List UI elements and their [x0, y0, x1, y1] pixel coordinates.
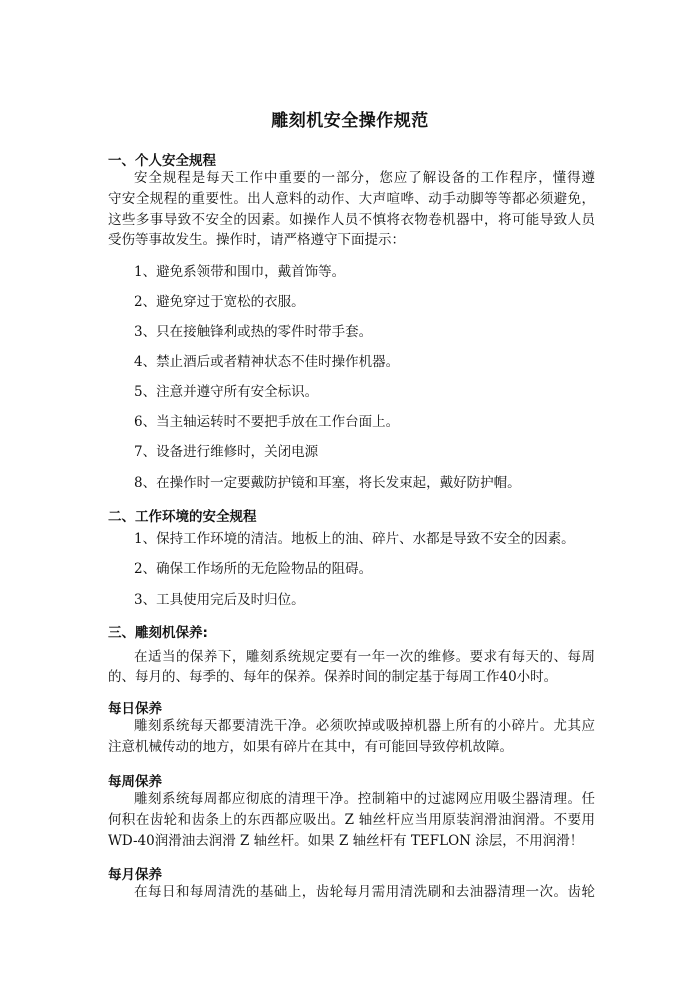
list-item: 1、避免系领带和围巾，戴首饰等。 [134, 264, 346, 280]
subheading-monthly-maintenance: 每月保养 [108, 867, 162, 883]
document-title: 雕刻机安全操作规范 [271, 111, 429, 131]
paragraph-line: 的、每月的、每季的、每年的保养。保养时间的制定基于每周工作40小时。 [108, 669, 558, 685]
paragraph-line: 在每日和每周清洗的基础上，齿轮每月需用清洗刷和去油器清理一次。齿轮 [134, 884, 595, 900]
list-item: 3、只在接触锋利或热的零件时带手套。 [134, 324, 373, 340]
paragraph-line: 注意机械传动的地方，如果有碎片在其中，有可能回导致停机故障。 [108, 739, 513, 755]
paragraph-line: 安全规程是每天工作中重要的一部分，您应了解设备的工作程序，懂得遵 [134, 170, 595, 186]
list-item: 6、当主轴运转时不要把手放在工作台面上。 [134, 414, 400, 430]
list-item: 8、在操作时一定要戴防护镜和耳塞，将长发束起，戴好防护帽。 [134, 475, 521, 491]
list-item: 5、注意并遵守所有安全标识。 [134, 384, 319, 400]
paragraph-line: 何积在齿轮和齿条上的东西都应吸出。Z 轴丝杆应当用原装润滑油润滑。不要用 [108, 812, 595, 828]
paragraph-line: WD-40润滑油去润滑 Z 轴丝杆。如果 Z 轴丝杆有 TEFLON 涂层，不用润滑！ [108, 833, 584, 849]
paragraph-line: 受伤等事故发生。操作时，请严格遵守下面提示： [108, 232, 405, 248]
paragraph-line: 雕刻系统每周都应彻底的清理干净。控制箱中的过滤网应用吸尘器清理。任 [134, 791, 595, 807]
list-item: 4、禁止酒后或者精神状态不佳时操作机器。 [134, 354, 400, 370]
paragraph-line: 这些多事导致不安全的因素。如操作人员不慎将衣物卷机器中，将可能导致人员 [108, 212, 595, 228]
paragraph-line: 在适当的保养下，雕刻系统规定要有一年一次的维修。要求有每天的、每周 [134, 649, 595, 665]
paragraph-line: 雕刻系统每天都要清洗干净。必须吹掉或吸掉机器上所有的小碎片。尤其应 [134, 718, 595, 734]
list-item: 3、工具使用完后及时归位。 [134, 592, 305, 608]
list-item: 7、设备进行维修时，关闭电源 [134, 444, 319, 460]
paragraph-line: 守安全规程的重要性。出人意料的动作、大声喧哗、动手动脚等等都必须避免， [108, 191, 595, 207]
subheading-weekly-maintenance: 每周保养 [108, 774, 162, 790]
list-item: 2、避免穿过于宽松的衣服。 [134, 294, 305, 310]
section-heading-maintenance: 三、雕刻机保养: [108, 625, 208, 641]
section-heading-personal-safety: 一、个人安全规程 [108, 153, 216, 169]
list-item: 1、保持工作环境的清洁。地板上的油、碎片、水都是导致不安全的因素。 [134, 531, 575, 547]
list-item: 2、确保工作场所的无危险物品的阻碍。 [134, 561, 373, 577]
subheading-daily-maintenance: 每日保养 [108, 701, 162, 717]
section-heading-work-environment: 二、工作环境的安全规程 [108, 509, 257, 525]
